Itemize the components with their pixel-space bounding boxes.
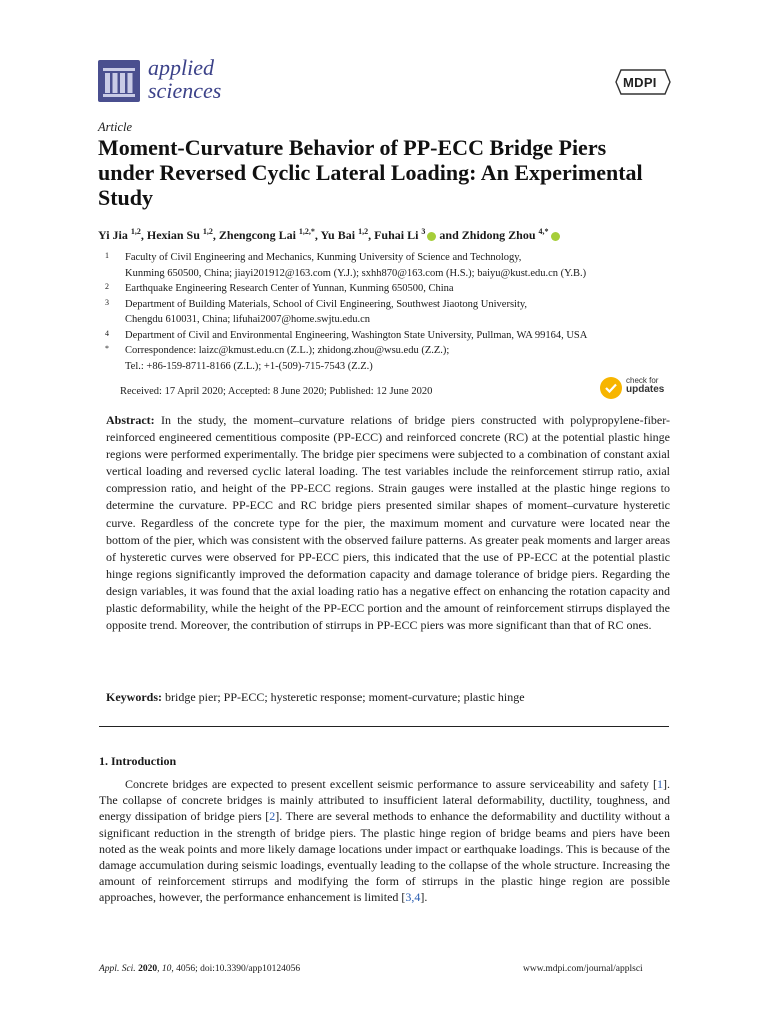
keywords-text: bridge pier; PP-ECC; hysteretic response; moment-curvature; plastic hinge bbox=[165, 690, 525, 704]
affiliation-item bbox=[98, 281, 698, 297]
author-affiliation-marker: 4,* bbox=[538, 227, 549, 236]
author-separator: and bbox=[436, 228, 462, 242]
affiliation-line: Faculty of Civil Engineering and Mechanics, Kunming University of Science and Technology, bbox=[125, 252, 522, 263]
citation-link[interactable]: 1 bbox=[657, 777, 663, 791]
affiliation-item bbox=[98, 297, 698, 328]
author-affiliation-marker: 1,2 bbox=[358, 227, 369, 236]
author-separator: , bbox=[140, 228, 147, 242]
footer-doi: , 4056; doi:10.3390/app10124056 bbox=[171, 964, 301, 974]
article-title: Moment-Curvature Behavior of PP-ECC Bridge Piers under Reversed Cyclic Lateral Loading: An Experimental Study bbox=[98, 135, 643, 210]
author-separator: , bbox=[368, 228, 375, 242]
footer-url[interactable]: www.mdpi.com/journal/applsci bbox=[523, 964, 643, 974]
intro-text: Concrete bridges are expected to present excellent seismic performance to assure serviceability and safety [ bbox=[125, 777, 657, 791]
affiliation-line: Tel.: +86-159-8711-8166 (Z.L.); +1-(509)-715-7543 (Z.Z.) bbox=[125, 360, 373, 372]
footer-year: 2020 bbox=[138, 964, 158, 974]
author-name: Zhidong Zhou bbox=[461, 228, 536, 242]
affiliation-item bbox=[98, 343, 698, 374]
affiliation-line: Earthquake Engineering Research Center of Yunnan, Kunming 650500, China bbox=[125, 283, 454, 294]
affiliation-number: 3 bbox=[105, 297, 109, 307]
author-separator: , bbox=[212, 228, 219, 242]
check-updates-icon bbox=[600, 377, 622, 399]
footer-volume: 10 bbox=[161, 964, 172, 974]
affiliation-list bbox=[98, 250, 698, 374]
journal-name: applied sciences bbox=[148, 55, 222, 103]
keywords-label: Keywords: bbox=[106, 690, 162, 704]
abstract-text: In the study, the moment–curvature relations of bridge piers constructed with polypropylene-fiber-reinforced engineered cementitious composite (PP-ECC) and reinforced concrete (RC) at the potential plastic hinge regions were performed experimentally. The bridge pier specimens were subjected to a combination of constant axial vertical loading and reversed cyclic lateral loading. The test variables include the reinforcement stirrup ratio, axial compression ratio, and height of the PP-ECC regions. Strain gauges were installed at the plastic hinge regions to determine the curvature. PP-ECC and RC bridge piers presented similar shapes of moment–curvature hysteretic curve. Regardless of the concrete type for the pier, the maximum moment and curvature were located near the bottom of the pier, which was consistent with the observed failure patterns. As greater peak moments and larger areas of hysteretic curves were observed for PP-ECC piers, this indicated that the use of PP-ECC at the potential plastic hinge regions significantly improved the deformation capacity and damage tolerance of bridge piers. Regarding the design variables, it was found that the axial loading ratio has a negative effect on enhancing the rotation capacity and plastic deformability, while the height of the PP-ECC portion and the amount of reinforcement stirrups displayed the opposite trend. Moreover, the contribution of stirrups in PP-ECC piers was more significant than that of RC ones. bbox=[106, 413, 671, 633]
author-affiliation-marker: 3 bbox=[421, 227, 426, 236]
author-name: Yu Bai bbox=[320, 228, 356, 242]
affiliation-line: Correspondence: laizc@kmust.edu.cn (Z.L.); zhidong.zhou@wsu.edu (Z.Z.); bbox=[125, 345, 450, 356]
section-divider bbox=[99, 726, 669, 727]
affiliation-line: Department of Building Materials, School of Civil Engineering, Southwest Jiaotong University, bbox=[125, 298, 528, 310]
abstract-label: Abstract: bbox=[106, 413, 155, 427]
journal-emblem-icon bbox=[98, 60, 140, 102]
article-type: Article bbox=[98, 120, 133, 134]
keywords bbox=[106, 690, 670, 705]
footer-citation: Appl. Sci. 2020, 10, 4056; doi:10.3390/app10124056 bbox=[99, 964, 301, 974]
author-affiliation-marker: 1,2,* bbox=[298, 227, 315, 236]
affiliation-item bbox=[98, 328, 698, 344]
author-affiliation-marker: 1,2 bbox=[202, 227, 213, 236]
author-name: Zhengcong Lai bbox=[218, 228, 296, 242]
affiliation-number: 4 bbox=[105, 328, 109, 338]
author-name: Fuhai Li bbox=[374, 228, 419, 242]
publisher-name: MDPI bbox=[623, 75, 657, 90]
affiliation-item bbox=[98, 250, 698, 281]
citation-link[interactable]: 3,4 bbox=[405, 890, 421, 905]
mdpi-logo bbox=[615, 67, 671, 97]
publication-dates: Received: 17 April 2020; Accepted: 8 June 2020; Published: 12 June 2020 bbox=[120, 386, 433, 397]
intro-text: ]. bbox=[420, 890, 428, 905]
affiliation-line: Department of Civil and Environmental Engineering, Washington State University, Pullman, WA 99164, USA bbox=[125, 329, 588, 341]
author-name: Hexian Su bbox=[146, 228, 200, 242]
abstract bbox=[106, 412, 670, 634]
affiliation-number: * bbox=[105, 344, 109, 353]
check-updates-label: check for updates bbox=[626, 376, 665, 395]
author-affiliation-marker: 1,2 bbox=[130, 227, 141, 236]
footer-journal: Appl. Sci. bbox=[99, 964, 136, 974]
affiliation-number: 2 bbox=[105, 282, 109, 291]
orcid-icon[interactable] bbox=[551, 232, 560, 241]
section-heading: 1. Introduction bbox=[99, 754, 177, 768]
citation-link[interactable]: 2 bbox=[269, 809, 276, 824]
introduction-paragraph bbox=[99, 776, 670, 906]
intro-text: ]. The collapse of concrete bridges is mainly attributed to insufficient lateral deformability, ductility, toughness, and energy dissipation of bridge piers [ bbox=[99, 777, 670, 824]
author-name: Yi Jia bbox=[98, 228, 128, 242]
affiliation-number: 1 bbox=[105, 251, 109, 260]
author-separator: , bbox=[314, 228, 321, 242]
journal-logo bbox=[98, 56, 243, 106]
affiliation-line: Kunming 650500, China; jiayi201912@163.com (Y.J.); sxhh870@163.com (H.S.); baiyu@kust.edu.cn (Y.B.) bbox=[125, 267, 587, 279]
intro-text: ]. There are several methods to enhance the deformability and ductility without a significant reduction in the strength of bridge piers. The plastic hinge region of bridge beams and piers have been noted as the weak points and more likely damage locations under impact or earthquake loadings. This is because of the damage accumulation during seismic loadings, eventually leading to the collapse of the whole structure. Increasing the amount of reinforcement stirrups and modifying the form of stirrups in the plastic hinge region are possible approaches, however, the performance enhancement is limited [ bbox=[99, 809, 670, 905]
author-list bbox=[98, 227, 698, 243]
affiliation-line: Chengdu 610031, China; lifuhai2007@home.swjtu.edu.cn bbox=[125, 314, 371, 325]
check-for-updates-badge[interactable] bbox=[600, 375, 680, 401]
